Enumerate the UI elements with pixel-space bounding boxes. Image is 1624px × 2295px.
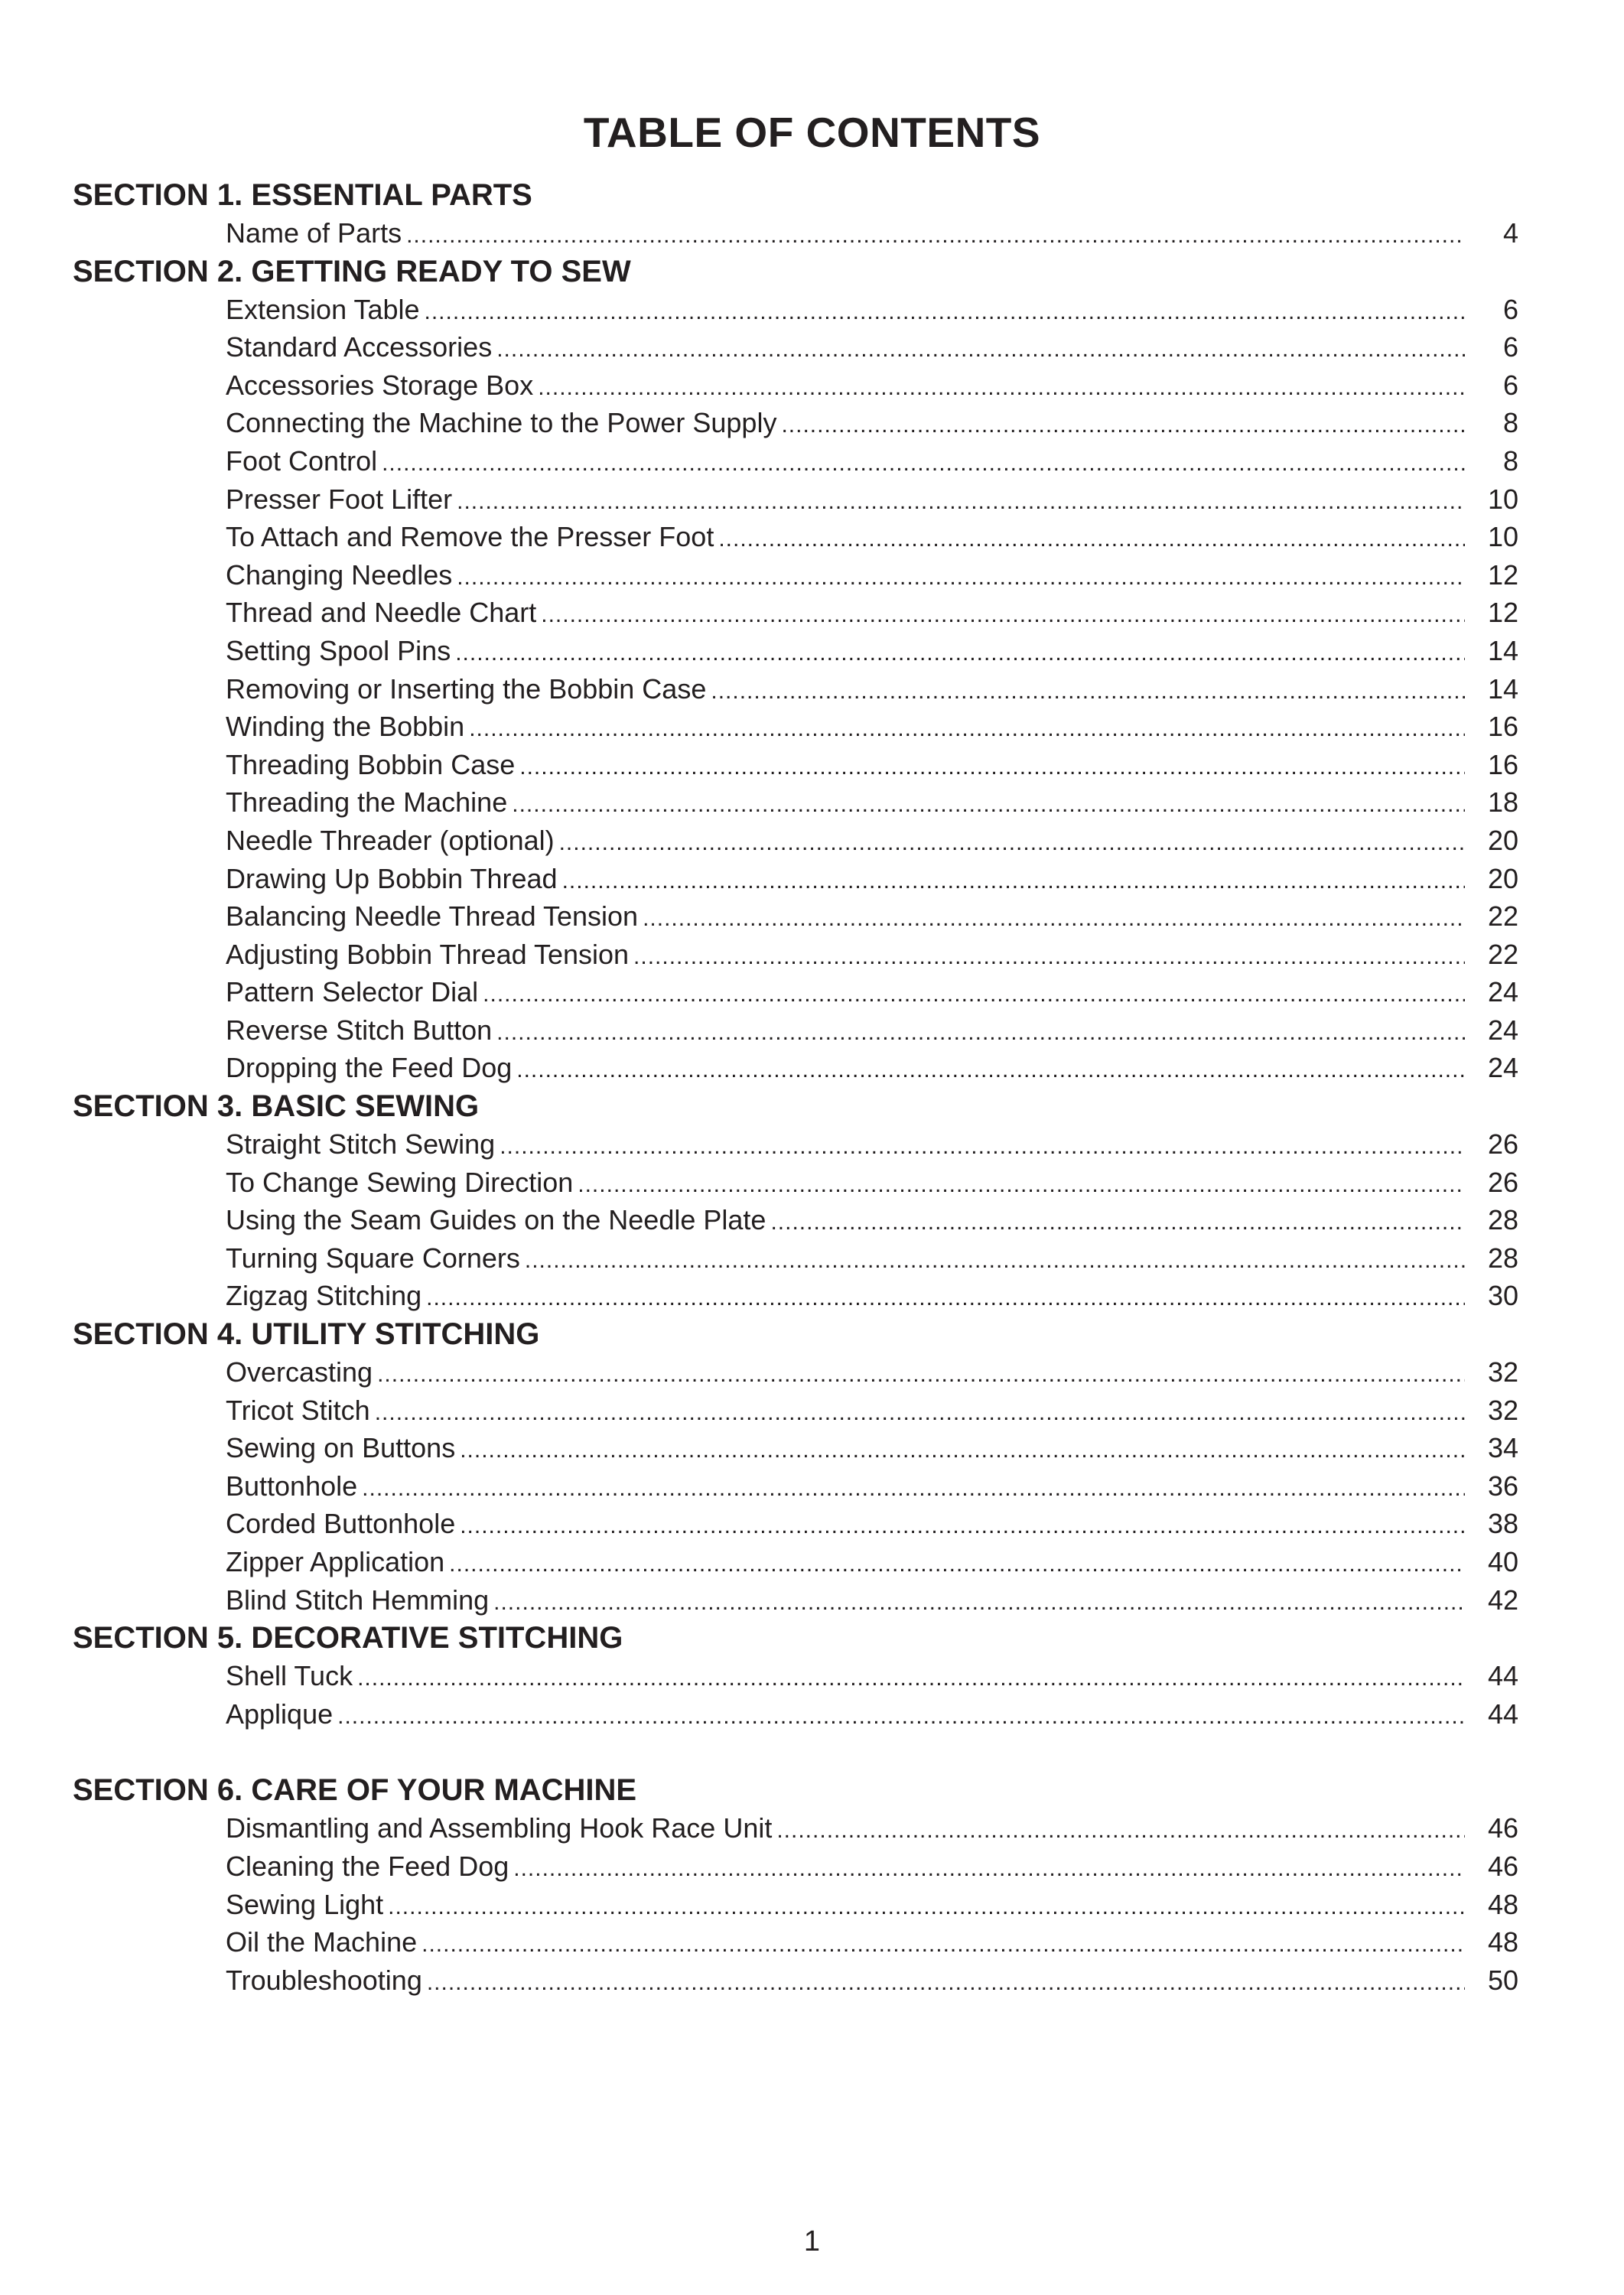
- toc-entry: [73, 518, 1518, 556]
- toc-entry-page: 6: [1502, 331, 1518, 363]
- toc-entry-page: 28: [1487, 1204, 1518, 1236]
- toc-section: [73, 1315, 1518, 1619]
- toc-entry-page: 10: [1487, 483, 1518, 515]
- toc-entry-label: Dropping the Feed Dog: [226, 1052, 513, 1084]
- toc-entry: [73, 1467, 1518, 1506]
- dot-leader: [483, 975, 1465, 1014]
- toc-entry-label: Needle Threader (optional): [226, 824, 555, 856]
- toc-section: [73, 1087, 1518, 1315]
- toc-entry-label: Presser Foot Lifter: [226, 483, 453, 515]
- toc-entry-page: 18: [1487, 786, 1518, 819]
- toc-section: [73, 1619, 1518, 1733]
- toc-entry: [73, 1125, 1518, 1164]
- toc-entry-label: Connecting the Machine to the Power Supply: [226, 407, 777, 439]
- toc-entry: [73, 1353, 1518, 1392]
- section-heading: SECTION 4. UTILITY STITCHING: [73, 1317, 540, 1352]
- dot-leader: [519, 748, 1465, 786]
- toc-entry: [73, 1277, 1518, 1315]
- toc-entry: [73, 783, 1518, 822]
- dot-leader: [559, 824, 1465, 862]
- dot-leader: [496, 1014, 1465, 1052]
- toc-entry-label: Troubleshooting: [226, 1964, 422, 1996]
- toc-entry: [73, 1011, 1518, 1050]
- dot-leader: [643, 900, 1465, 938]
- dot-leader: [525, 1242, 1465, 1280]
- toc-entry-label: Blind Stitch Hemming: [226, 1584, 490, 1616]
- dot-leader: [711, 672, 1465, 711]
- toc-entry-page: 6: [1502, 293, 1518, 325]
- toc-entry-page: 16: [1487, 748, 1518, 780]
- toc-entry: [73, 1695, 1518, 1733]
- toc-entry: [73, 214, 1518, 252]
- toc-entry-page: 28: [1487, 1242, 1518, 1274]
- toc-entry-page: 24: [1487, 1052, 1518, 1084]
- dot-leader: [460, 1431, 1465, 1470]
- toc-entry-page: 36: [1487, 1470, 1518, 1502]
- toc-entry-page: 20: [1487, 824, 1518, 856]
- dot-leader: [512, 786, 1465, 824]
- toc-entry: [73, 1543, 1518, 1581]
- toc-entry: [73, 1581, 1518, 1620]
- dot-leader: [406, 216, 1465, 255]
- toc-entry-label: Standard Accessories: [226, 331, 493, 363]
- toc-entry: [73, 1657, 1518, 1695]
- toc-entry-label: Overcasting: [226, 1356, 373, 1388]
- dot-leader: [457, 558, 1465, 597]
- dot-leader: [455, 634, 1465, 672]
- toc-entry-label: Adjusting Bobbin Thread Tension: [226, 938, 630, 970]
- toc-entry-page: 6: [1502, 369, 1518, 401]
- dot-leader: [375, 1394, 1465, 1432]
- page-number: 1: [803, 2225, 821, 2258]
- toc-entry-page: 32: [1487, 1394, 1518, 1426]
- toc-entry-page: 44: [1487, 1660, 1518, 1692]
- toc-entry-page: 8: [1502, 407, 1518, 439]
- toc-entry: [73, 632, 1518, 670]
- toc-entry-label: Pattern Selector Dial: [226, 976, 479, 1008]
- toc-entry-label: Oil the Machine: [226, 1926, 418, 1958]
- toc-entry-page: 14: [1487, 672, 1518, 705]
- toc-entry: [73, 594, 1518, 632]
- toc-entry: [73, 1164, 1518, 1202]
- toc-entry-label: Turning Square Corners: [226, 1242, 520, 1274]
- dot-leader: [382, 444, 1465, 483]
- toc-entry-label: Changing Needles: [226, 558, 453, 591]
- toc-entry-page: 46: [1487, 1850, 1518, 1882]
- toc-entry-page: 42: [1487, 1584, 1518, 1616]
- toc-entry: [73, 1847, 1518, 1886]
- dot-leader: [426, 1279, 1465, 1317]
- dot-leader: [770, 1203, 1465, 1242]
- toc-entry-page: 4: [1502, 217, 1518, 249]
- toc-entry-page: 48: [1487, 1888, 1518, 1920]
- section-heading: SECTION 6. CARE OF YOUR MACHINE: [73, 1773, 637, 1808]
- toc-entry-label: To Attach and Remove the Presser Foot: [226, 521, 714, 553]
- toc-entry-page: 30: [1487, 1280, 1518, 1312]
- dot-leader: [427, 1964, 1465, 2002]
- toc-entry: [73, 328, 1518, 366]
- toc-entry-page: 20: [1487, 862, 1518, 894]
- toc-entry-label: Dismantling and Assembling Hook Race Unit: [226, 1812, 773, 1844]
- toc-entry-page: 12: [1487, 597, 1518, 629]
- toc-entry: [73, 1961, 1518, 2000]
- dot-leader: [513, 1850, 1465, 1888]
- toc-entry-page: 32: [1487, 1356, 1518, 1388]
- dot-leader: [718, 520, 1465, 558]
- toc-entry-label: Corded Buttonhole: [226, 1508, 456, 1540]
- toc-entry: [73, 556, 1518, 594]
- toc-entry-label: Applique: [226, 1698, 334, 1730]
- toc-entry-label: Shell Tuck: [226, 1660, 353, 1692]
- toc-entry-page: 12: [1487, 558, 1518, 591]
- table-of-contents: [73, 176, 1518, 1999]
- toc-entry-page: 22: [1487, 900, 1518, 933]
- toc-entry-page: 22: [1487, 938, 1518, 970]
- toc-entry: [73, 936, 1518, 974]
- toc-entry-label: Zipper Application: [226, 1546, 445, 1577]
- toc-entry-page: 24: [1487, 1014, 1518, 1046]
- dot-leader: [562, 862, 1465, 900]
- toc-entry-label: Straight Stitch Sewing: [226, 1128, 496, 1161]
- toc-entry: [73, 480, 1518, 519]
- toc-entry: [73, 973, 1518, 1011]
- toc-entry-label: Threading Bobbin Case: [226, 748, 516, 780]
- toc-entry-page: 26: [1487, 1166, 1518, 1198]
- toc-entry-page: 26: [1487, 1128, 1518, 1161]
- dot-leader: [541, 596, 1465, 634]
- toc-entry-page: 8: [1502, 444, 1518, 477]
- toc-entry: [73, 822, 1518, 860]
- dot-leader: [377, 1356, 1465, 1394]
- toc-entry-label: Name of Parts: [226, 217, 402, 249]
- toc-entry-label: Tricot Stitch: [226, 1394, 370, 1426]
- dot-leader: [449, 1545, 1465, 1584]
- toc-entry-page: 16: [1487, 711, 1518, 743]
- toc-entry-page: 48: [1487, 1926, 1518, 1958]
- toc-entry: [73, 670, 1518, 708]
- toc-entry-page: 40: [1487, 1546, 1518, 1577]
- toc-entry: [73, 1201, 1518, 1239]
- toc-entry-label: Buttonhole: [226, 1470, 358, 1502]
- dot-leader: [357, 1659, 1465, 1698]
- toc-entry: [73, 1049, 1518, 1087]
- toc-entry: [73, 1886, 1518, 1924]
- toc-entry-page: 14: [1487, 634, 1518, 666]
- toc-entry: [73, 897, 1518, 936]
- toc-entry-label: Extension Table: [226, 293, 420, 325]
- dot-leader: [578, 1166, 1465, 1204]
- section-heading: SECTION 1. ESSENTIAL PARTS: [73, 178, 532, 212]
- toc-entry: [73, 366, 1518, 405]
- toc-entry: [73, 708, 1518, 746]
- toc-entry-label: Removing or Inserting the Bobbin Case: [226, 672, 707, 705]
- toc-entry-label: Drawing Up Bobbin Thread: [226, 862, 558, 894]
- toc-entry-label: Accessories Storage Box: [226, 369, 534, 401]
- toc-entry-label: Balancing Needle Thread Tension: [226, 900, 639, 933]
- toc-entry-page: 38: [1487, 1508, 1518, 1540]
- dot-leader: [538, 369, 1465, 407]
- toc-section: [73, 176, 1518, 252]
- toc-entry-label: To Change Sewing Direction: [226, 1166, 574, 1198]
- toc-entry-label: Reverse Stitch Button: [226, 1014, 493, 1046]
- toc-section: [73, 1771, 1518, 1999]
- section-heading: SECTION 2. GETTING READY TO SEW: [73, 254, 631, 288]
- toc-entry-label: Cleaning the Feed Dog: [226, 1850, 509, 1882]
- toc-entry-label: Foot Control: [226, 444, 378, 477]
- section-heading: SECTION 3. BASIC SEWING: [73, 1089, 480, 1124]
- section-heading: SECTION 5. DECORATIVE STITCHING: [73, 1621, 623, 1655]
- toc-entry-page: 10: [1487, 521, 1518, 553]
- toc-entry: [73, 1429, 1518, 1467]
- toc-entry-label: Zigzag Stitching: [226, 1280, 422, 1312]
- toc-entry-page: 46: [1487, 1812, 1518, 1844]
- toc-entry-label: Thread and Needle Chart: [226, 597, 537, 629]
- toc-entry: [73, 1809, 1518, 1847]
- toc-entry-label: Winding the Bobbin: [226, 711, 465, 743]
- toc-entry-page: 44: [1487, 1698, 1518, 1730]
- toc-entry: [73, 746, 1518, 784]
- toc-entry: [73, 1505, 1518, 1543]
- toc-entry: [73, 1923, 1518, 1961]
- page-title: TABLE OF CONTENTS: [583, 109, 1041, 156]
- dot-leader: [362, 1470, 1465, 1508]
- toc-entry-page: 24: [1487, 976, 1518, 1008]
- dot-leader: [500, 1128, 1465, 1166]
- dot-leader: [496, 330, 1465, 369]
- toc-entry: [73, 404, 1518, 442]
- toc-section: [73, 252, 1518, 1087]
- dot-leader: [425, 293, 1465, 331]
- dot-leader: [337, 1698, 1465, 1736]
- dot-leader: [469, 710, 1465, 748]
- toc-entry-label: Using the Seam Guides on the Needle Plate: [226, 1204, 766, 1236]
- toc-entry-page: 34: [1487, 1432, 1518, 1464]
- toc-entry-label: Sewing on Buttons: [226, 1432, 456, 1464]
- dot-leader: [457, 483, 1465, 521]
- dot-leader: [633, 938, 1465, 976]
- toc-entry: [73, 1239, 1518, 1278]
- toc-entry-label: Threading the Machine: [226, 786, 508, 819]
- dot-leader: [776, 1812, 1465, 1850]
- dot-leader: [460, 1507, 1465, 1545]
- dot-leader: [421, 1926, 1465, 1964]
- toc-entry-label: Sewing Light: [226, 1888, 384, 1920]
- toc-entry: [73, 442, 1518, 480]
- toc-entry-label: Setting Spool Pins: [226, 634, 451, 666]
- toc-entry: [73, 1392, 1518, 1430]
- dot-leader: [781, 406, 1465, 444]
- dot-leader: [493, 1584, 1465, 1622]
- toc-entry: [73, 860, 1518, 898]
- toc-entry: [73, 291, 1518, 329]
- dot-leader: [388, 1888, 1465, 1926]
- toc-entry-page: 50: [1487, 1964, 1518, 1996]
- dot-leader: [516, 1051, 1465, 1089]
